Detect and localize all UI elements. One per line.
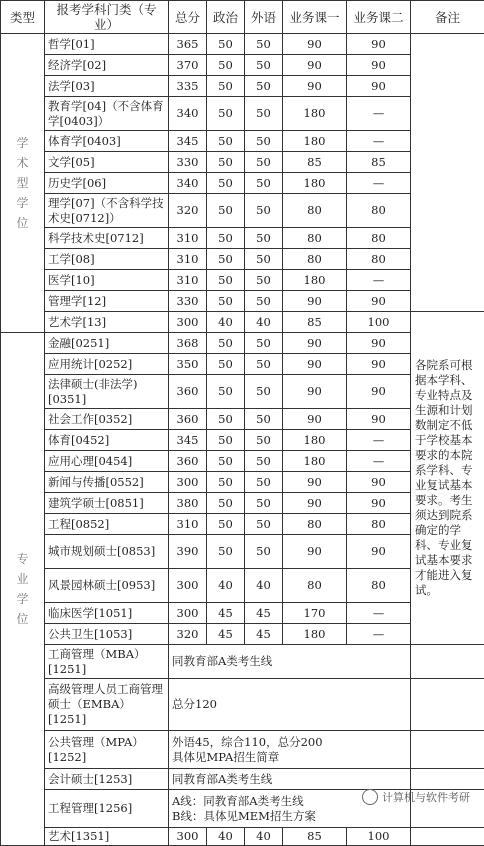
course1-score: 180 [283,270,347,291]
course2-score: 100 [347,828,411,846]
course1-score: 90 [283,535,347,569]
course1-score: 80 [283,569,347,603]
language-score: 50 [245,76,283,97]
course2-score: — [347,270,411,291]
course1-score: 90 [283,472,347,493]
header-note: 备注 [411,1,484,34]
discipline-name: 教育学[04]（不含体育学[0403]） [45,97,169,131]
politics-score: 50 [207,76,245,97]
discipline-name: 金融[0251] [45,333,169,354]
course2-score: 90 [347,493,411,514]
total-score: 310 [169,249,207,270]
course1-score: 85 [283,152,347,173]
language-score: 50 [245,409,283,430]
language-score: 50 [245,228,283,249]
total-score: 300 [169,472,207,493]
discipline-name: 临床医学[1051] [45,603,169,624]
total-score: 365 [169,34,207,55]
requirement-text: 外语45，综合110，总分200 具体见MPA招生简章 [169,731,411,769]
course2-score: 90 [347,535,411,569]
table-row [1,828,484,846]
discipline-name: 体育[0452] [45,430,169,451]
course1-score: 90 [283,55,347,76]
table-row [1,769,484,790]
politics-score: 40 [207,312,245,333]
table-row [1,679,484,731]
course1-score: 180 [283,97,347,131]
total-score: 340 [169,173,207,194]
course1-score: 80 [283,228,347,249]
total-score: 360 [169,409,207,430]
discipline-name: 工程管理[1256] [45,790,169,828]
note-empty [411,731,484,769]
discipline-name: 城市规划硕士[0853] [45,535,169,569]
course1-score: 80 [283,249,347,270]
language-score: 50 [245,375,283,409]
language-score: 50 [245,97,283,131]
politics-score: 50 [207,493,245,514]
requirement-text: 总分120 [169,679,411,731]
language-score: 45 [245,624,283,645]
language-score: 50 [245,493,283,514]
course1-score: 170 [283,603,347,624]
total-score: 368 [169,333,207,354]
header-language: 外语 [245,1,283,34]
language-score: 50 [245,472,283,493]
language-score: 50 [245,194,283,228]
header-course2: 业务课二 [347,1,411,34]
language-score: 40 [245,312,283,333]
course2-score: 85 [347,152,411,173]
language-score: 45 [245,603,283,624]
requirement-text: A线：同教育部A类考生线 B线：具体见MEM招生方案 [169,790,411,828]
total-score: 310 [169,228,207,249]
discipline-name: 法律硕士(非法学)[0351] [45,375,169,409]
requirement-text: 同教育部A类考生线 [169,645,411,679]
language-score: 40 [245,828,283,846]
politics-score: 45 [207,624,245,645]
politics-score: 50 [207,173,245,194]
course2-score: — [347,173,411,194]
total-score: 300 [169,828,207,846]
course2-score: 90 [347,55,411,76]
total-score: 310 [169,514,207,535]
table-header [1,1,484,34]
discipline-name: 会计硕士[1253] [45,769,169,790]
course2-score: 90 [347,76,411,97]
course1-score: 90 [283,333,347,354]
language-score: 50 [245,173,283,194]
language-score: 50 [245,354,283,375]
course2-score: 90 [347,291,411,312]
discipline-name: 高级管理人员工商管理硕士（EMBA）[1251] [45,679,169,731]
watermark [362,789,470,805]
language-score: 50 [245,291,283,312]
total-score: 360 [169,375,207,409]
total-score: 370 [169,55,207,76]
watermark-text: 计算机与软件考研 [382,789,470,805]
header-discipline: 报考学科门类（专业） [45,1,169,34]
discipline-name: 社会工作[0352] [45,409,169,430]
requirement-text: 同教育部A类考生线 [169,769,411,790]
header-course1: 业务课一 [283,1,347,34]
course2-score: 100 [347,312,411,333]
discipline-name: 工程[0852] [45,514,169,535]
discipline-name: 经济学[02] [45,55,169,76]
course1-score: 180 [283,624,347,645]
course2-score: 90 [347,472,411,493]
discipline-name: 工学[08] [45,249,169,270]
politics-score: 50 [207,131,245,152]
total-score: 310 [169,270,207,291]
header-total: 总分 [169,1,207,34]
table-row [1,312,484,333]
politics-score: 50 [207,34,245,55]
language-score: 50 [245,131,283,152]
discipline-name: 理学[07]（不含科学技术史[0712]） [45,194,169,228]
language-score: 50 [245,333,283,354]
course2-score: 80 [347,228,411,249]
course1-score: 180 [283,430,347,451]
politics-score: 50 [207,333,245,354]
discipline-name: 管理学[12] [45,291,169,312]
politics-score: 50 [207,291,245,312]
language-score: 50 [245,249,283,270]
course1-score: 85 [283,828,347,846]
discipline-name: 工商管理（MBA）[1251] [45,645,169,679]
total-score: 340 [169,97,207,131]
politics-score: 50 [207,152,245,173]
total-score: 345 [169,430,207,451]
politics-score: 50 [207,270,245,291]
total-score: 335 [169,76,207,97]
total-score: 350 [169,354,207,375]
course1-score: 90 [283,409,347,430]
table-row [1,34,484,55]
politics-score: 50 [207,430,245,451]
course1-score: 180 [283,451,347,472]
total-score: 300 [169,569,207,603]
header-type: 类型 [1,1,45,34]
course1-score: 180 [283,131,347,152]
politics-score: 50 [207,535,245,569]
politics-score: 50 [207,55,245,76]
course1-score: 90 [283,375,347,409]
course1-score: 80 [283,514,347,535]
course2-score: — [347,603,411,624]
discipline-name: 公共管理（MPA）[1252] [45,731,169,769]
course2-score: 80 [347,194,411,228]
politics-score: 50 [207,249,245,270]
total-score: 380 [169,493,207,514]
politics-score: 50 [207,514,245,535]
politics-score: 40 [207,569,245,603]
note-empty [411,828,484,846]
politics-score: 50 [207,409,245,430]
total-score: 300 [169,312,207,333]
course2-score: 80 [347,249,411,270]
total-score: 345 [169,131,207,152]
discipline-name: 科学技术史[0712] [45,228,169,249]
note-empty-top [411,34,484,312]
politics-score: 50 [207,97,245,131]
table-row [1,731,484,769]
course2-score: 90 [347,333,411,354]
language-score: 50 [245,514,283,535]
table-row [1,645,484,679]
politics-score: 50 [207,228,245,249]
total-score: 330 [169,291,207,312]
discipline-name: 历史学[06] [45,173,169,194]
discipline-name: 公共卫生[1053] [45,624,169,645]
course1-score: 90 [283,76,347,97]
language-score: 50 [245,55,283,76]
language-score: 50 [245,270,283,291]
discipline-name: 艺术[1351] [45,828,169,846]
wechat-icon [362,789,378,805]
total-score: 300 [169,603,207,624]
note-empty [411,769,484,790]
discipline-name: 应用统计[0252] [45,354,169,375]
course2-score: — [347,451,411,472]
note-cell: 各院系可根据本学科、专业特点及生源和计划数制定不低于学校基本要求的本院系学科、专业复试基本要求。考生须达到院系确定的学科、专业复试基本要求才能进入复试。 [411,312,484,645]
politics-score: 50 [207,472,245,493]
course2-score: 90 [347,34,411,55]
discipline-name: 医学[10] [45,270,169,291]
discipline-name: 体育学[0403] [45,131,169,152]
language-score: 40 [245,569,283,603]
course2-score: — [347,97,411,131]
course2-score: — [347,430,411,451]
language-score: 50 [245,152,283,173]
discipline-name: 风景园林硕士[0953] [45,569,169,603]
note-empty [411,679,484,731]
discipline-name: 哲学[01] [45,34,169,55]
course2-score: 90 [347,375,411,409]
language-score: 50 [245,535,283,569]
course1-score: 90 [283,493,347,514]
course1-score: 90 [283,354,347,375]
table-body [1,34,484,846]
politics-score: 50 [207,354,245,375]
discipline-name: 艺术学[13] [45,312,169,333]
politics-score: 40 [207,828,245,846]
course2-score: — [347,624,411,645]
politics-score: 50 [207,375,245,409]
total-score: 320 [169,194,207,228]
note-empty [411,645,484,679]
type-academic: 学 术 型 学 位 [1,34,45,333]
discipline-name: 建筑学硕士[0851] [45,493,169,514]
course2-score: 90 [347,354,411,375]
course2-score: 90 [347,409,411,430]
total-score: 320 [169,624,207,645]
discipline-name: 法学[03] [45,76,169,97]
politics-score: 50 [207,194,245,228]
type-professional: 专 业 学 位 [1,333,45,846]
course2-score: — [347,131,411,152]
language-score: 50 [245,34,283,55]
course2-score: 80 [347,514,411,535]
total-score: 360 [169,451,207,472]
course2-score: 80 [347,569,411,603]
discipline-name: 新闻与传播[0552] [45,472,169,493]
course1-score: 85 [283,312,347,333]
politics-score: 50 [207,451,245,472]
language-score: 50 [245,451,283,472]
header-politics: 政治 [207,1,245,34]
total-score: 390 [169,535,207,569]
course1-score: 180 [283,173,347,194]
discipline-name: 文学[05] [45,152,169,173]
discipline-name: 应用心理[0454] [45,451,169,472]
course1-score: 80 [283,194,347,228]
language-score: 50 [245,430,283,451]
course1-score: 90 [283,34,347,55]
course1-score: 90 [283,291,347,312]
total-score: 330 [169,152,207,173]
politics-score: 45 [207,603,245,624]
